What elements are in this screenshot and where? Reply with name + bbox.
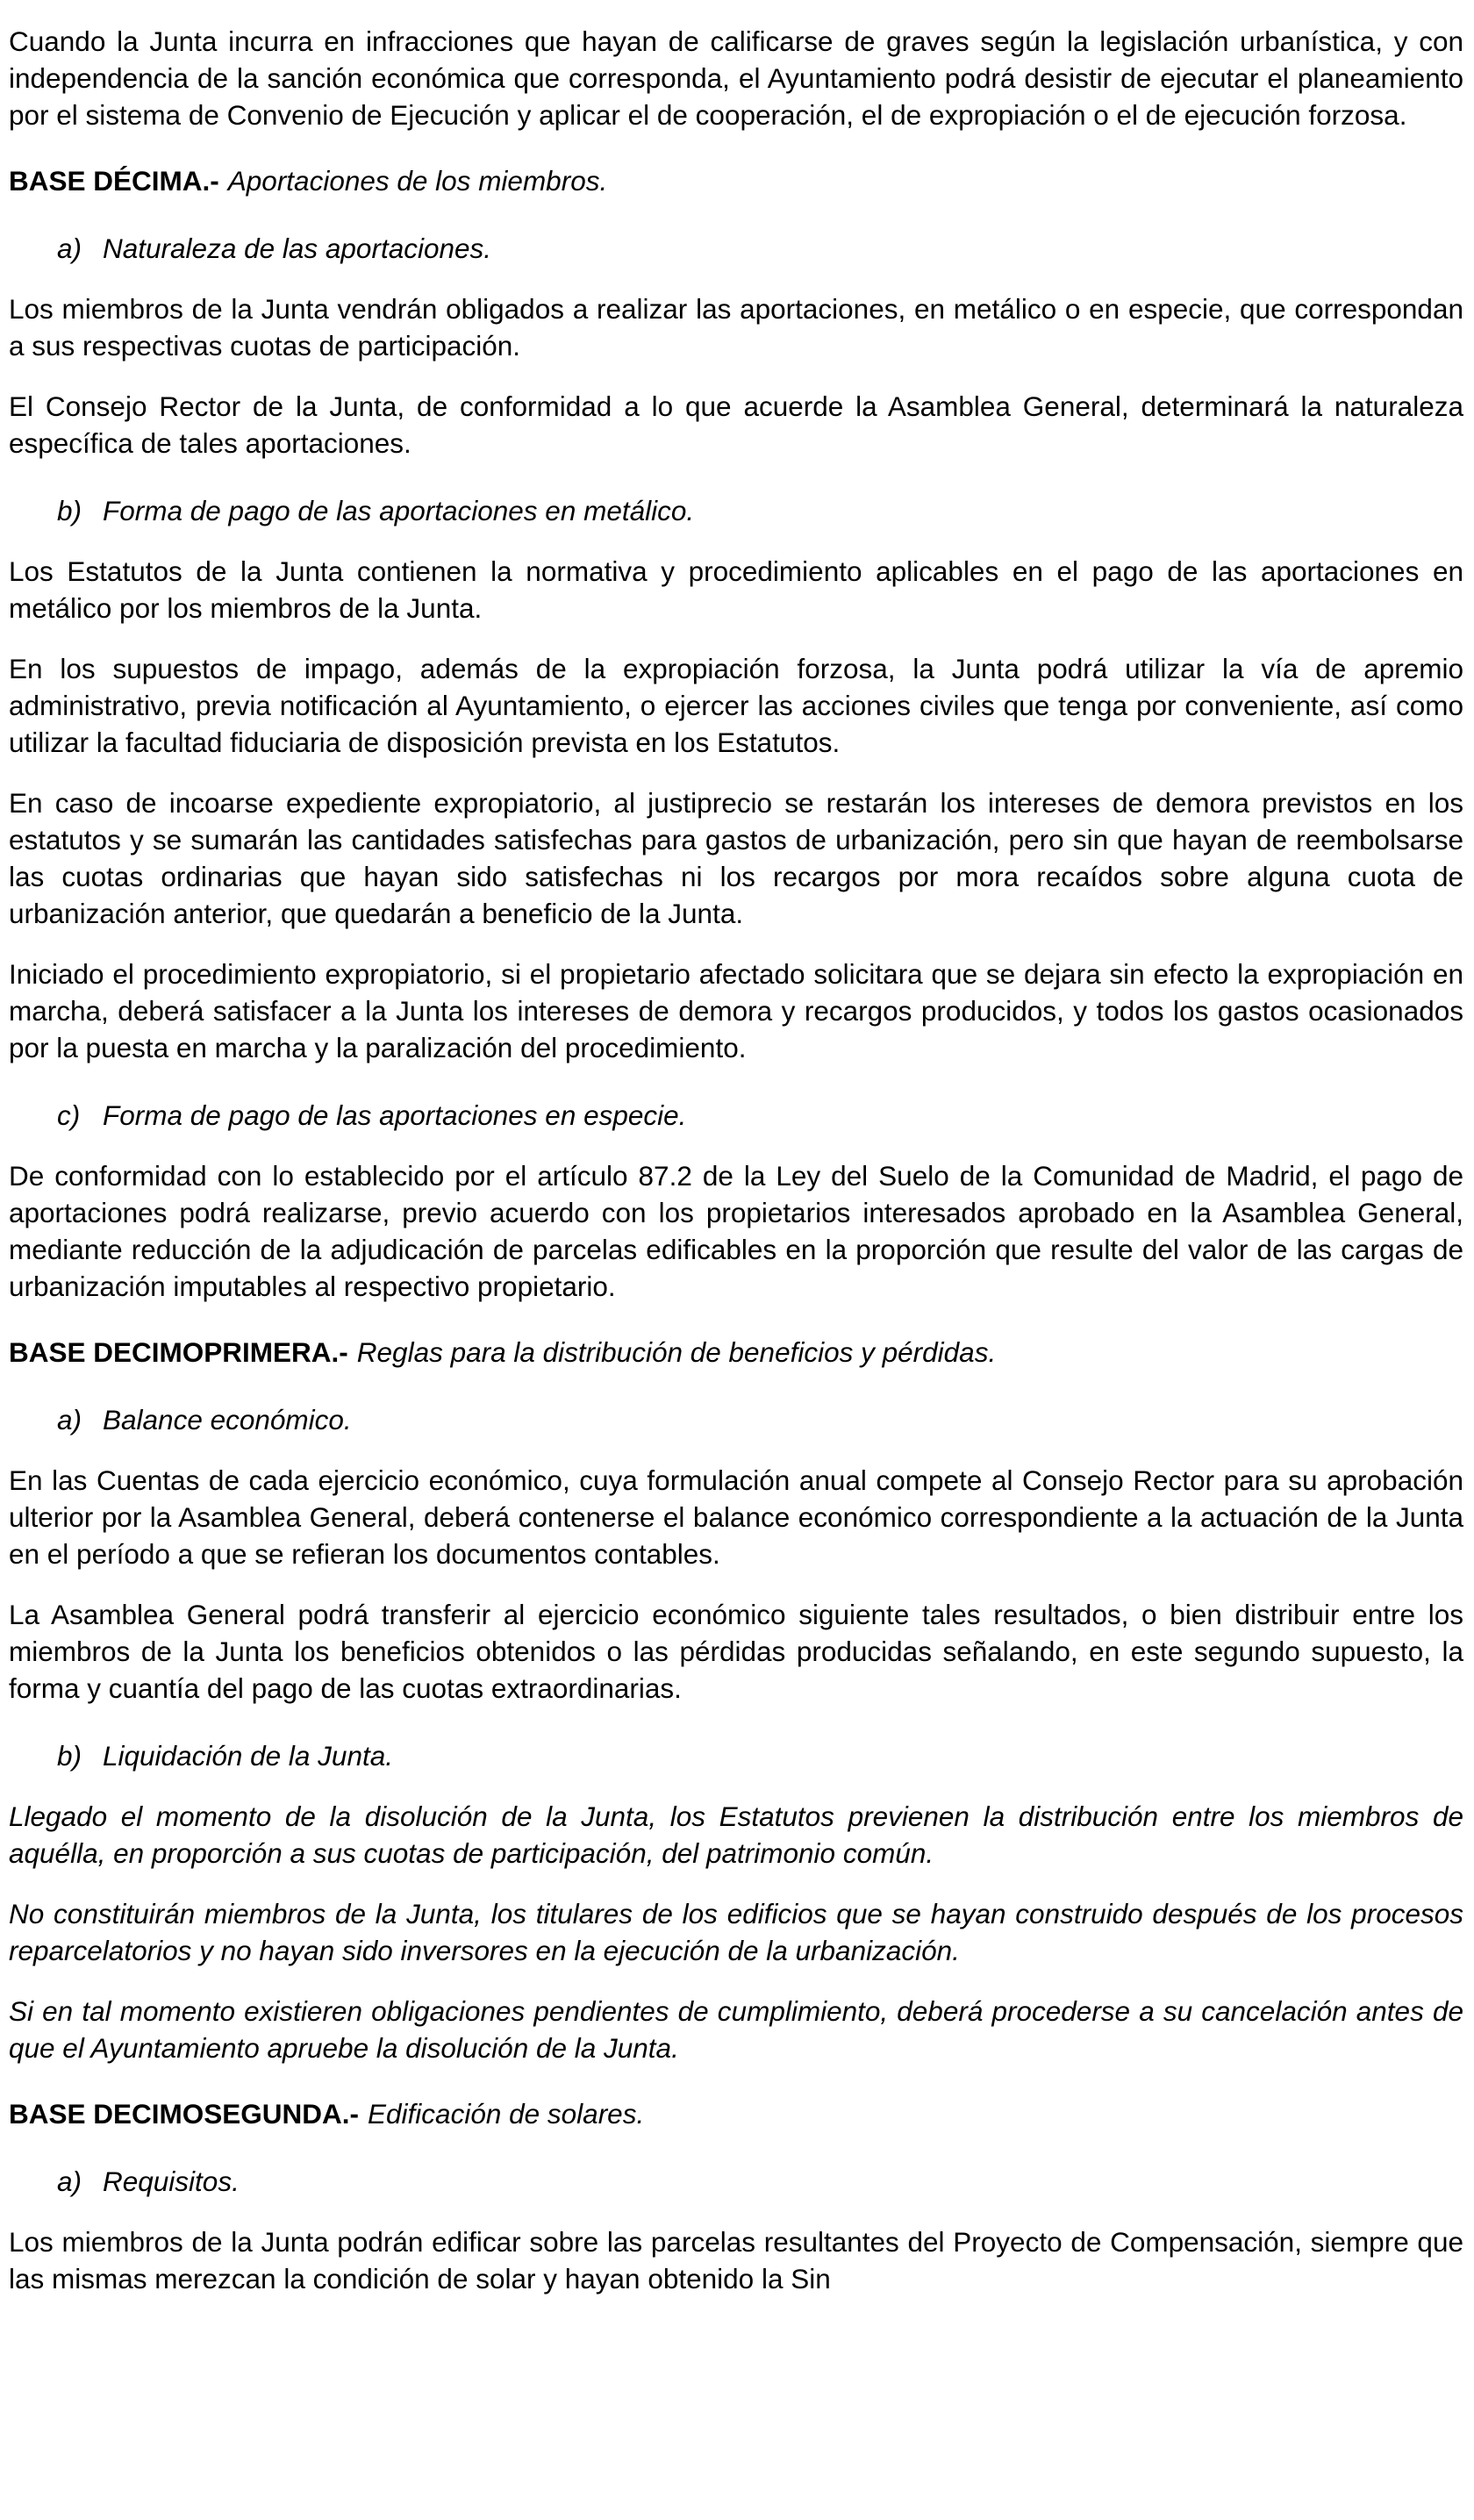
- list-item-label: Balance económico.: [103, 1404, 352, 1435]
- paragraph: Los Estatutos de la Junta contienen la normativa y procedimiento aplicables en el pago de las aportaciones en metálico por los miembros de la Junta.: [9, 555, 1463, 624]
- list-item-label: Requisitos.: [103, 2166, 240, 2197]
- section-heading: [9, 157, 1463, 199]
- paragraph: En las Cuentas de cada ejercicio económico, cuya formulación anual compete al Consejo Rector para su aprobación ulterior por la Asamblea General, deberá contenerse el balance económico correspondiente a la actuación de la Junta en el período a que se refieran los documentos contables.: [9, 1464, 1463, 1570]
- list-item: [57, 1730, 1463, 1774]
- list-item: [57, 2156, 1463, 2200]
- list-item-marker: c): [57, 1099, 81, 1131]
- list-item: [57, 485, 1463, 529]
- paragraph: Los miembros de la Junta podrán edificar sobre las parcelas resultantes del Proyecto de Compensación, siempre que las mismas merezcan la condición de solar y hayan obtenido la Sin: [9, 2226, 1463, 2294]
- list-item-marker: a): [57, 1404, 82, 1435]
- paragraph: Cuando la Junta incurra en infracciones que hayan de calificarse de graves según la legislación urbanística, y con independencia de la sanción económica que corresponda, el Ayuntamiento podrá desistir de ejecutar el planeamiento por el sistema de Convenio de Ejecución y aplicar el de cooperación, el de expropiación o el de ejecución forzosa.: [9, 25, 1463, 131]
- list-item-marker: b): [57, 495, 82, 526]
- list-item-label: Forma de pago de las aportaciones en metálico.: [103, 495, 695, 526]
- paragraph: En los supuestos de impago, además de la expropiación forzosa, la Junta podrá utilizar la vía de apremio administrativo, previa notificación al Ayuntamiento, o ejercer las acciones civiles que tenga por conveniente, así como utilizar la facultad fiduciaria de disposición prevista en los Estatutos.: [9, 653, 1463, 758]
- list-item: [57, 1394, 1463, 1438]
- paragraph: No constituirán miembros de la Junta, los titulares de los edificios que se hayan construido después de los procesos reparcelatorios y no hayan sido inversores en la ejecución de la urbanización.: [9, 1898, 1463, 1966]
- list-item-marker: a): [57, 233, 82, 264]
- heading-label: BASE DECIMOPRIMERA.-: [9, 1336, 348, 1368]
- paragraph: De conformidad con lo establecido por el artículo 87.2 de la Ley del Suelo de la Comunidad de Madrid, el pago de aportaciones podrá realizarse, previo acuerdo con los propietarios interesados aprobado en la Asamblea General, mediante reducción de la adjudicación de parcelas edificables en la proporción que resulte del valor de las cargas de urbanización imputables al respectivo propietario.: [9, 1160, 1463, 1302]
- list-item-marker: a): [57, 2166, 82, 2197]
- paragraph: Iniciado el procedimiento expropiatorio, si el propietario afectado solicitara que se dejara sin efecto la expropiación en marcha, deberá satisfacer a la Junta los intereses de demora y recargos producidos, y todos los gastos ocasionados por la puesta en marcha y la paralización del procedimiento.: [9, 958, 1463, 1063]
- list-item-label: Forma de pago de las aportaciones en especie.: [103, 1099, 687, 1131]
- heading-label: BASE DÉCIMA.-: [9, 165, 219, 197]
- heading-title: Edificación de solares.: [368, 2098, 645, 2130]
- paragraph: Si en tal momento existieren obligaciones pendientes de cumplimiento, deberá procederse a su cancelación antes de que el Ayuntamiento apruebe la disolución de la Junta.: [9, 1995, 1463, 2064]
- paragraph: La Asamblea General podrá transferir al ejercicio económico siguiente tales resultados, o bien distribuir entre los miembros de la Junta los beneficios obtenidos o las pérdidas producidas señalando, en este segundo supuesto, la forma y cuantía del pago de las cuotas extraordinarias.: [9, 1599, 1463, 1704]
- list-item-label: Naturaleza de las aportaciones.: [103, 233, 492, 264]
- list-item: [57, 223, 1463, 267]
- heading-title: Aportaciones de los miembros.: [227, 165, 608, 197]
- list-item: [57, 1090, 1463, 1134]
- heading-label: BASE DECIMOSEGUNDA.-: [9, 2098, 360, 2130]
- list-item-label: Liquidación de la Junta.: [103, 1740, 393, 1772]
- list-item-marker: b): [57, 1740, 82, 1772]
- paragraph: Llegado el momento de la disolución de la Junta, los Estatutos previenen la distribución entre los miembros de aquélla, en proporción a sus cuotas de participación, del patrimonio común.: [9, 1801, 1463, 1869]
- paragraph: En caso de incoarse expediente expropiatorio, al justiprecio se restarán los intereses de demora previstos en los estatutos y se sumarán las cantidades satisfechas para gastos de urbanización, pero sin que hayan de reembolsarse las cuotas ordinarias que hayan sido satisfechas ni los recargos por mora recaídos sobre alguna cuota de urbanización anterior, que quedarán a beneficio de la Junta.: [9, 787, 1463, 929]
- paragraph: El Consejo Rector de la Junta, de conformidad a lo que acuerde la Asamblea General, determinará la naturaleza específica de tales aportaciones.: [9, 390, 1463, 459]
- section-heading: [9, 2090, 1463, 2132]
- section-heading: [9, 1328, 1463, 1371]
- paragraph: Los miembros de la Junta vendrán obligados a realizar las aportaciones, en metálico o en especie, que correspondan a sus respectivas cuotas de participación.: [9, 293, 1463, 362]
- heading-title: Reglas para la distribución de beneficios y pérdidas.: [356, 1336, 997, 1368]
